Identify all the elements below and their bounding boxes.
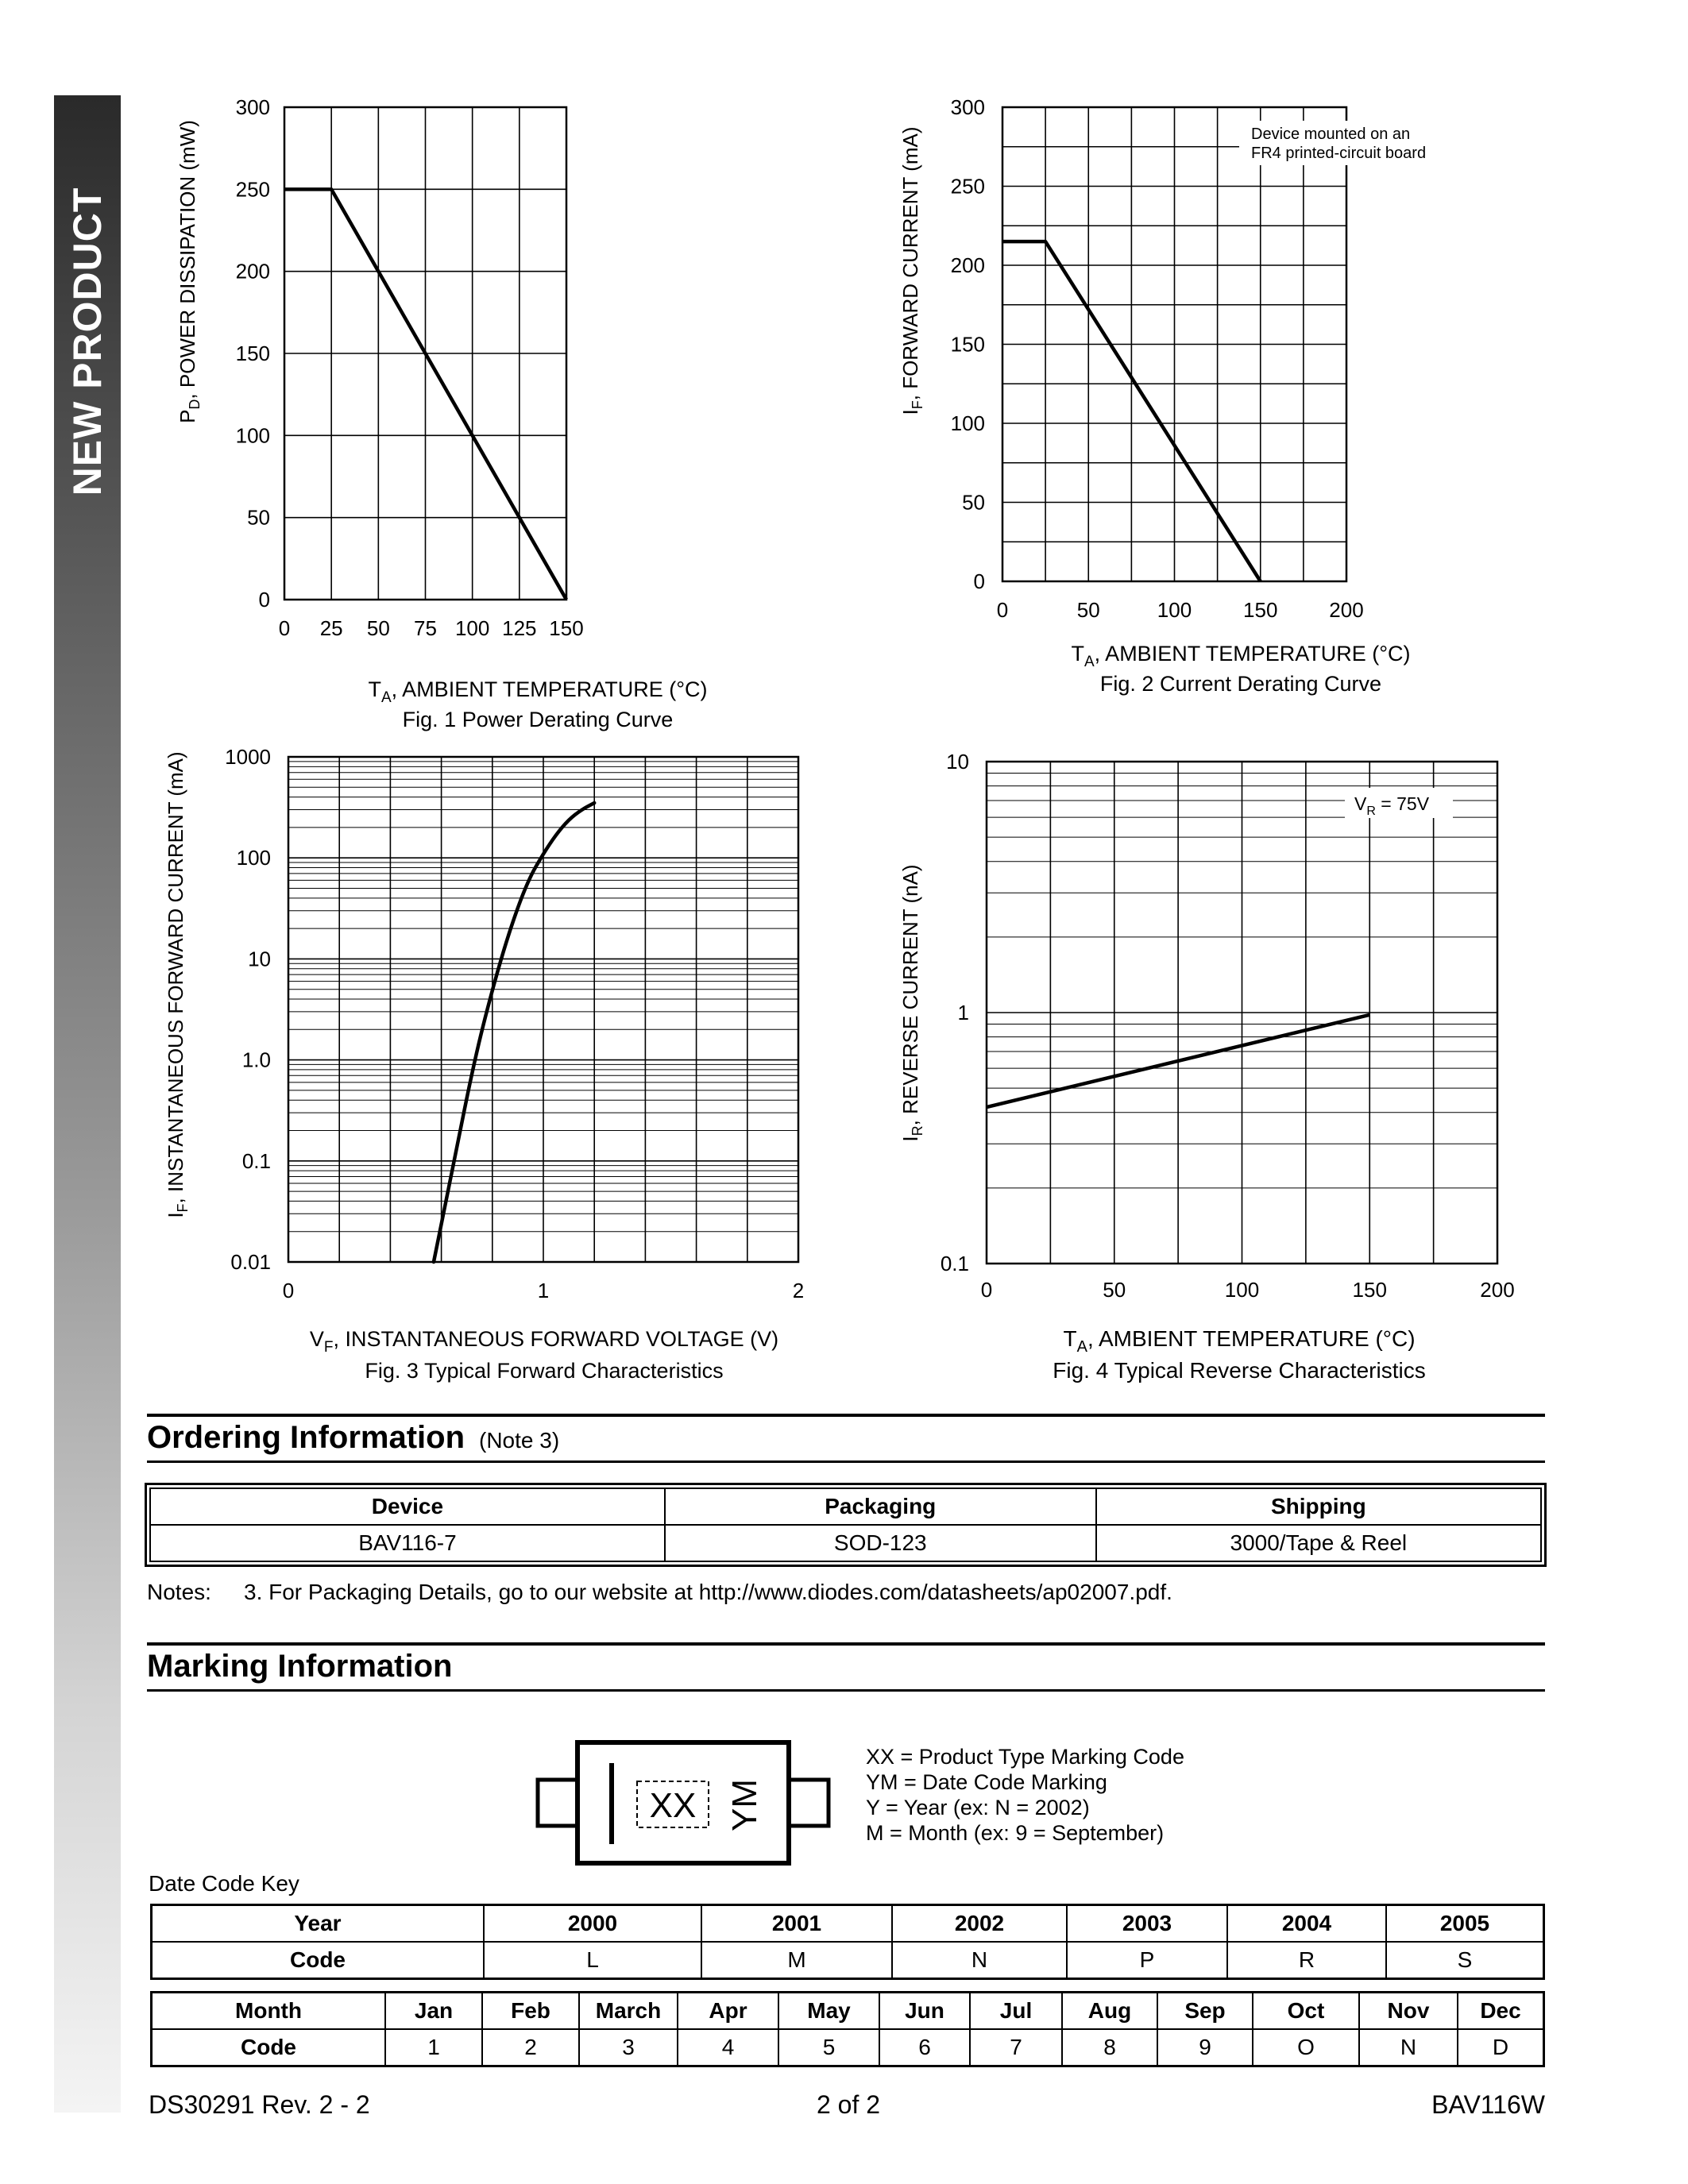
year-code-table: [150, 1904, 1545, 1980]
fig1-xlabel: $T_A$, AMBIENT TEMPERATURE (°C): [368, 677, 708, 706]
year-cell: 2000: [484, 1905, 701, 1943]
ordering-cell: BAV116-7: [150, 1525, 665, 1561]
year-cell: 2003: [1067, 1905, 1227, 1943]
footer-page-number: 2 of 2: [816, 2090, 881, 2119]
year-code-cell: M: [701, 1942, 892, 1979]
fig1-xtick-label: 75: [414, 616, 437, 640]
fig1-ytick-label: 100: [235, 423, 270, 448]
month-row: [152, 1993, 1544, 2030]
fig4-xtick-label: 150: [1352, 1278, 1387, 1302]
year-cell: 2001: [701, 1905, 892, 1943]
month-cell: Oct: [1253, 1993, 1359, 2030]
month-header-label: Month: [152, 1993, 386, 2030]
month-cell: Jul: [970, 1993, 1062, 2030]
fig2-caption: Fig. 2 Current Derating Curve: [1099, 672, 1382, 696]
ordering-header-row: [150, 1488, 1541, 1525]
month-cell: Nov: [1359, 1993, 1458, 2030]
fig1-ytick-label: 50: [247, 505, 270, 530]
year-code-cell: N: [892, 1942, 1067, 1979]
marking-section: [147, 1642, 1545, 1692]
fig3-xtick-label: 0: [282, 1279, 295, 1302]
fig3-ytick-label: 1000: [225, 745, 271, 769]
fig4-xtick-label: 200: [1480, 1278, 1515, 1302]
fig4-ytick-label: 0.1: [940, 1252, 969, 1275]
month-cell: Jun: [879, 1993, 970, 2030]
fig2-ytick-label: 0: [973, 569, 985, 593]
package-code: XX: [649, 1786, 697, 1825]
fig4-ylabel: $I_R$, REVERSE CURRENT (nA): [898, 864, 925, 1142]
year-code-cell: S: [1386, 1942, 1544, 1979]
month-cell: Apr: [678, 1993, 778, 2030]
month-cell: Aug: [1062, 1993, 1157, 2030]
fig3-xtick-label: 2: [792, 1279, 805, 1302]
fig1-ytick-label: 150: [235, 341, 270, 365]
year-header-label: Year: [152, 1905, 485, 1943]
fig3-ytick-label: 0.1: [241, 1148, 271, 1173]
package-marking-diagram: [528, 1735, 846, 1870]
year-code-cell: R: [1227, 1942, 1386, 1979]
month-code-table: [150, 1991, 1545, 2067]
fig1-ytick-label: 300: [235, 95, 270, 119]
fig2-ytick-label: 100: [950, 411, 985, 435]
fig2-xlabel: $T_A$, AMBIENT TEMPERATURE (°C): [1071, 642, 1411, 670]
ordering-cell: SOD-123: [665, 1525, 1096, 1561]
month-code-cell: 3: [579, 2029, 678, 2066]
marking-title: Marking Information: [147, 1649, 453, 1684]
month-cell: Dec: [1458, 1993, 1544, 2030]
month-cell: Jan: [385, 1993, 482, 2030]
notes-text: 3. For Packaging Details, go to our website at http://www.diodes.com/datasheets/ap02007.pdf.: [244, 1580, 1172, 1604]
month-code-cell: O: [1253, 2029, 1359, 2066]
fig3-ytick-label: 100: [236, 846, 271, 870]
fig2-xtick-label: 0: [996, 598, 1009, 622]
fig3-ylabel: $I_F$, INSTANTANEOUS FORWARD CURRENT (mA): [164, 751, 191, 1218]
fig1-chart: [155, 87, 854, 747]
month-code-cell: 7: [970, 2029, 1062, 2066]
ordering-header: Packaging: [665, 1488, 1096, 1525]
fig2-xtick-label: 100: [1157, 598, 1192, 622]
month-code-cell: 8: [1062, 2029, 1157, 2066]
legend-line: Y = Year (ex: N = 2002): [866, 1796, 1090, 1819]
fig1-xtick-label: 50: [366, 616, 390, 640]
fig2-ytick-label: 150: [950, 332, 985, 357]
marking-legend: [866, 1744, 1184, 1846]
fig4-xtick-label: 0: [980, 1278, 993, 1302]
fig1-ylabel: $P_D$, POWER DISSIPATION (mW): [176, 120, 203, 423]
notes-label: Notes:: [147, 1580, 211, 1604]
month-cell: March: [579, 1993, 678, 2030]
package-left-lead: [538, 1780, 579, 1826]
fig1-xtick-label: 100: [454, 616, 490, 640]
ordering-row: [150, 1525, 1541, 1561]
fig3-ytick-label: 10: [248, 947, 271, 971]
fig1-caption: Fig. 1 Power Derating Curve: [402, 708, 674, 731]
fig1-xtick-label: 125: [502, 616, 537, 640]
fig2-xtick-label: 50: [1076, 598, 1100, 622]
month-code-row: [152, 2029, 1544, 2066]
fig1-ytick-label: 250: [235, 177, 270, 202]
fig2-ylabel: $I_F$, FORWARD CURRENT (mA): [898, 126, 925, 415]
fig1-xtick-label: 150: [549, 616, 584, 640]
month-code-label: Code: [152, 2029, 386, 2066]
fig4-xtick-label: 50: [1103, 1278, 1126, 1302]
year-row: [152, 1905, 1544, 1943]
fig4-caption: Fig. 4 Typical Reverse Characteristics: [1053, 1358, 1426, 1383]
fig2-ytick-label: 200: [950, 253, 985, 277]
fig3-caption: Fig. 3 Typical Forward Characteristics: [365, 1359, 724, 1383]
year-cell: 2004: [1227, 1905, 1386, 1943]
ordering-cell: 3000/Tape & Reel: [1096, 1525, 1541, 1561]
fig2-xtick-label: 200: [1329, 598, 1364, 622]
legend-line: M = Month (ex: 9 = September): [866, 1821, 1165, 1845]
month-code-cell: N: [1359, 2029, 1458, 2066]
fig4-note: $V_R = 75V$: [1354, 793, 1430, 818]
month-cell: May: [778, 1993, 879, 2030]
ordering-table: [149, 1488, 1542, 1562]
fig1-ytick-label: 0: [258, 588, 270, 612]
year-cell: 2005: [1386, 1905, 1544, 1943]
month-cell: Feb: [482, 1993, 579, 2030]
fig2-ytick-label: 300: [950, 95, 985, 119]
fig1-ytick-label: 200: [235, 259, 270, 284]
ordering-title: Ordering Information: [147, 1420, 465, 1455]
fig1-xtick-label: 25: [319, 616, 343, 640]
legend-line: YM = Date Code Marking: [866, 1770, 1107, 1794]
fig4-ytick-label: 1: [957, 1001, 969, 1024]
fig3-xtick-label: 1: [537, 1279, 550, 1302]
fig3-ytick-label: 1.0: [241, 1048, 271, 1072]
ordering-header: Device: [150, 1488, 665, 1525]
fig2-chart: [870, 87, 1569, 715]
footer-part-number: BAV116W: [1431, 2090, 1545, 2119]
fig2-ytick-label: 250: [950, 174, 985, 199]
fig4-ytick-label: 10: [946, 750, 969, 774]
ordering-note-ref: (Note 3): [479, 1428, 560, 1453]
fig1-xtick-label: 0: [278, 616, 291, 640]
fig2-xtick-label: 150: [1243, 598, 1278, 622]
month-code-cell: 5: [778, 2029, 879, 2066]
month-code-cell: 2: [482, 2029, 579, 2066]
month-code-cell: 9: [1157, 2029, 1253, 2066]
fig2-note: Device mounted on an FR4 printed-circuit board: [1251, 125, 1427, 162]
month-code-cell: D: [1458, 2029, 1544, 2066]
year-code-cell: P: [1067, 1942, 1227, 1979]
month-cell: Sep: [1157, 1993, 1253, 2030]
date-code-key-label: Date Code Key: [149, 1871, 299, 1896]
footer-doc-id: DS30291 Rev. 2 - 2: [149, 2090, 370, 2119]
package-right-lead: [787, 1780, 829, 1826]
sidebar-label: NEW PRODUCT: [65, 187, 110, 496]
month-code-cell: 1: [385, 2029, 482, 2066]
year-code-label: Code: [152, 1942, 485, 1979]
ordering-section: [147, 1414, 1545, 1463]
year-code-row: [152, 1942, 1544, 1979]
package-date: YM: [725, 1779, 764, 1831]
fig3-xlabel: $V_F$, INSTANTANEOUS FORWARD VOLTAGE (V): [309, 1327, 779, 1356]
month-code-cell: 6: [879, 2029, 970, 2066]
legend-line: XX = Product Type Marking Code: [866, 1745, 1184, 1769]
month-code-cell: 4: [678, 2029, 778, 2066]
fig3-series-line: [434, 803, 594, 1262]
year-code-cell: L: [484, 1942, 701, 1979]
fig4-xtick-label: 100: [1224, 1278, 1260, 1302]
fig4-chart: [870, 739, 1569, 1398]
fig3-ytick-label: 0.01: [230, 1250, 271, 1274]
ordering-title-row: [147, 1417, 1545, 1461]
fig4-xlabel: $T_A$, AMBIENT TEMPERATURE (°C): [1063, 1326, 1416, 1356]
year-cell: 2002: [892, 1905, 1067, 1943]
fig2-ytick-label: 50: [962, 490, 985, 515]
fig3-chart: [155, 739, 854, 1398]
ordering-header: Shipping: [1096, 1488, 1541, 1525]
